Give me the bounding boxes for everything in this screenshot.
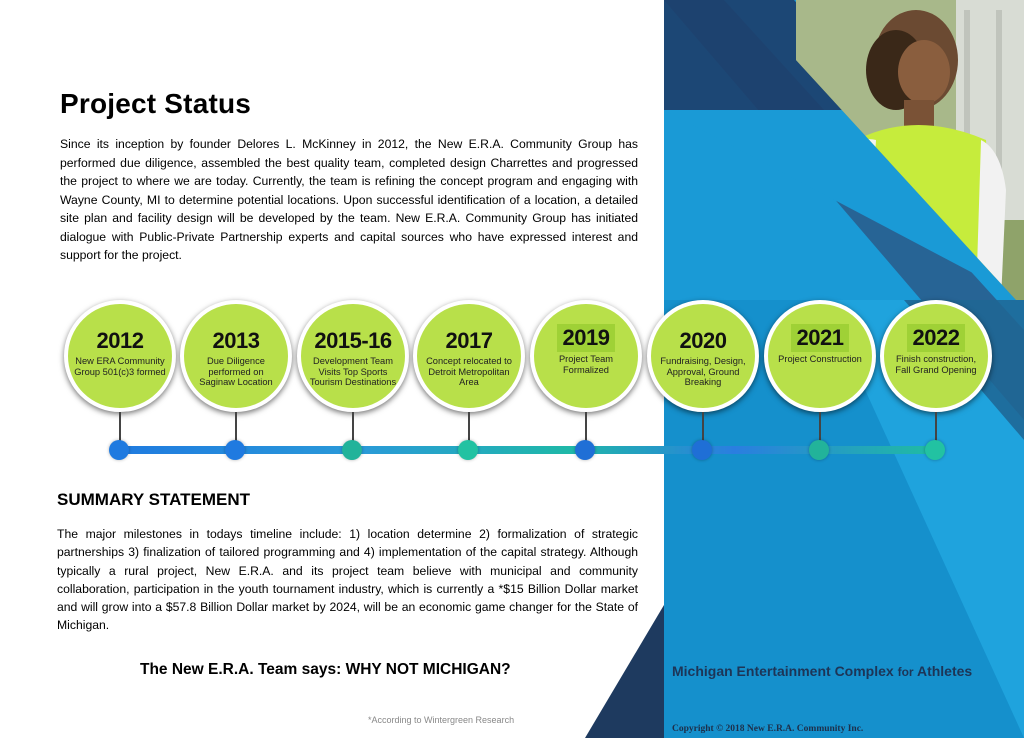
milestone-description: Project Construction [778,354,862,364]
milestone-dot [575,440,595,460]
milestone-circle [880,300,992,412]
copyright: Copyright © 2018 New E.R.A. Community Inc. [672,724,864,734]
milestone-circle [64,300,176,412]
summary-paragraph: The major milestones in todays timeline include: 1) location determine 2) formalization of strategic partnerships 3) finalization of tailored programming and 4) implementation of the capital strategy. Although typically a rural project, New E.R.A. and its project team believe with municipal and community collaboration, participation in the youth tournament industry, which is currently a *$15 Billion Dollar market and will grow into a $57.8 Billion Dollar market by 2024, will be an economic game changer for the State of Michigan. [57,527,638,633]
photo-child-athlete [796,0,1024,300]
milestone-circle [297,300,409,412]
milestone-connector [119,412,121,442]
milestone-dot [809,440,829,460]
milestone-circle [764,300,876,412]
milestone-connector [352,412,354,442]
milestone-year: 2021 [791,324,850,352]
milestone-description: Development Team Visits Top Sports Tourism Destinations [309,356,397,387]
milestone-year: 2013 [212,328,260,353]
milestone-connector [468,412,470,442]
summary-title: SUMMARY STATEMENT [57,490,250,509]
milestone-dot [692,440,712,460]
milestone-year: 2017 [445,328,493,353]
milestone-description: Due Diligence performed on Saginaw Location [199,356,273,387]
page-title: Project Status [60,88,252,119]
milestone-year: 2012 [96,328,144,353]
milestone-year: 2020 [679,328,727,353]
milestone-year: 2015-16 [314,328,392,353]
milestone-description: Fundraising, Design, Approval, Ground Breaking [660,356,746,387]
milestone-connector [819,412,821,442]
milestone-connector [235,412,237,442]
milestone-description: Concept relocated to Detroit Metropolitan Area [426,356,512,387]
milestone-circle [530,300,642,412]
milestone-connector [702,412,704,442]
milestone-dot [458,440,478,460]
milestone-connector [935,412,937,442]
milestone-dot [925,440,945,460]
milestone-year: 2019 [557,324,616,352]
milestone-dot [109,440,129,460]
milestone-dot [225,440,245,460]
brand-name: Michigan Entertainment Complex for Athletes [672,663,973,679]
milestone-dot [342,440,362,460]
milestone-year: 2022 [907,324,966,352]
milestone-description: Finish construction, Fall Grand Opening [895,354,977,375]
milestone-circle [180,300,292,412]
milestone-circle [413,300,525,412]
tagline: The New E.R.A. Team says: WHY NOT MICHIGAN? [140,661,511,678]
footnote: *According to Wintergreen Research [368,715,515,725]
milestone-circle [647,300,759,412]
milestone-description: New ERA Community Group 501(c)3 formed [74,356,166,377]
milestone-connector [585,412,587,442]
milestone-description: Project Team Formalized [558,354,614,375]
intro-paragraph: Since its inception by founder Delores L. McKinney in 2012, the New E.R.A. Community Group has performed due diligence, assembled the best quality team, completed design Charrettes and progressed the project to where we are today. Currently, the team is refining the concept program and engaging with Wayne County, MI to determine potential locations. Upon successful identification of a location, a detailed site plan and facility design will be developed by the team. New E.R.A. Community Group has initiated dialogue with Public-Private Partnership experts and capital sources who have expressed interest and support for the project. [60,137,638,262]
